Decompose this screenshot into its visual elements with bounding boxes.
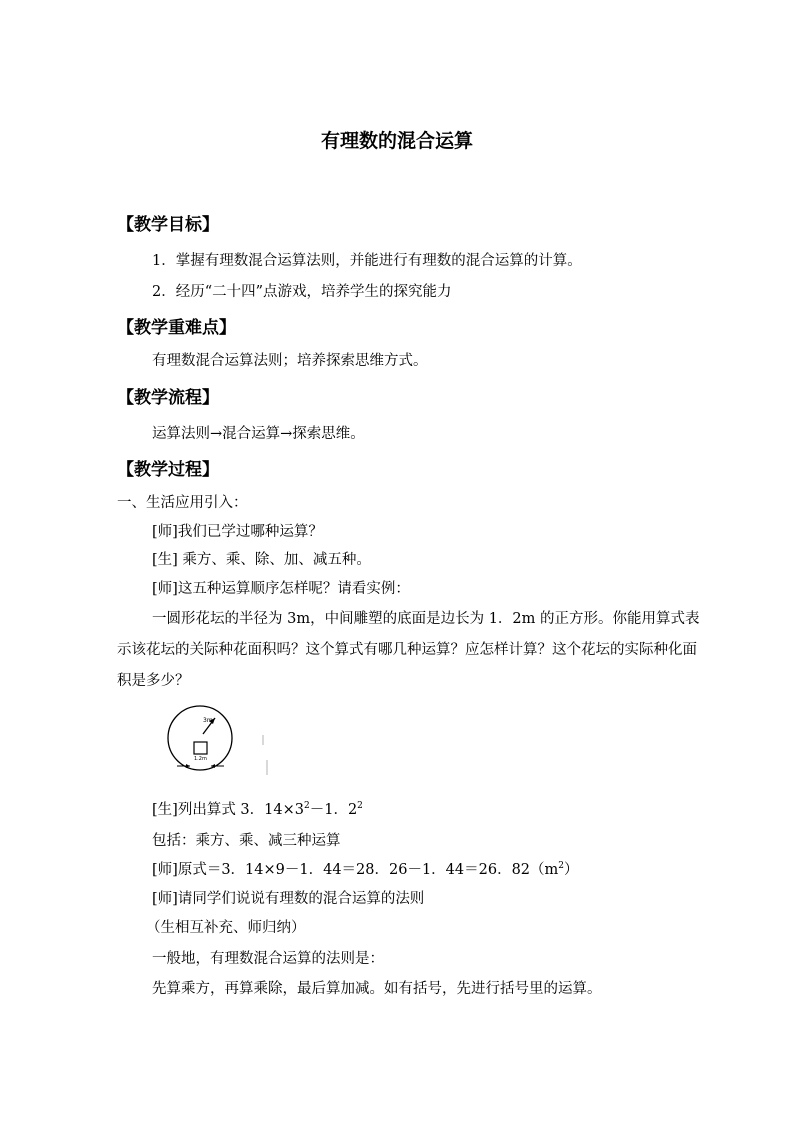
section-heading-flow: 【教学流程】 bbox=[117, 388, 219, 408]
operations-included: 包括：乘方、乘、减三种运算 bbox=[152, 833, 341, 849]
teacher-question-1: [师]我们已学过哪种运算？ bbox=[152, 524, 323, 540]
square-label: 1.2m bbox=[194, 756, 207, 762]
section-heading-objectives: 【教学目标】 bbox=[117, 215, 219, 235]
student-answer-1: [生] 乘方、乘、除、加、减五种。 bbox=[152, 552, 371, 568]
flowerbed-figure bbox=[163, 700, 283, 780]
teacher-question-2: [师]这五种运算顺序怎样呢？请看实例： bbox=[152, 581, 410, 597]
student-answer-2: [生]列出算式 3．$14\times 3^2-1$．$2^2$ bbox=[152, 801, 363, 818]
objective-item-2: 2．经历“二十四”点游戏，培养学生的探究能力 bbox=[152, 284, 452, 300]
process-part-1: 一、生活应用引入： bbox=[117, 495, 248, 511]
section-heading-key-points: 【教学重难点】 bbox=[117, 318, 236, 338]
objective-item-1: 1．掌握有理数混合运算法则，并能进行有理数的混合运算的计算。 bbox=[152, 253, 582, 269]
key-points-text: 有理数混合运算法则；培养探索思维方式。 bbox=[152, 353, 428, 369]
statue-square bbox=[194, 742, 207, 754]
flow-text: 运算法则→混合运算→探索思维。 bbox=[152, 426, 365, 442]
teacher-calculation: [师]原式＝3．14×9－1．44＝28．26－1．44＝26．$82(m^2)$ bbox=[152, 861, 579, 878]
page-title: 有理数的混合运算 bbox=[320, 130, 473, 152]
summary-note: （生相互补充、师归纳） bbox=[146, 920, 306, 936]
teacher-question-4: [师]请同学们说说有理数的混合运算的法则 bbox=[152, 891, 425, 907]
radius-label: 3m bbox=[203, 717, 213, 724]
rule-intro: 一般地，有理数混合运算的法则是： bbox=[152, 951, 384, 967]
mixed-operation-rule: 先算乘方，再算乘除，最后算加减。如有括号，先进行括号里的运算。 bbox=[152, 981, 602, 997]
section-heading-process: 【教学过程】 bbox=[117, 460, 219, 480]
example-paragraph: 一圆形花坛的半径为 3m，中间雕塑的底面是边长为 1．2m 的正方形。你能用算式表示该花坛的关际种花面积吗？这个算式有哪几种运算？应怎样计算？这个花坛的实际种化面积是多少？ bbox=[117, 611, 700, 689]
